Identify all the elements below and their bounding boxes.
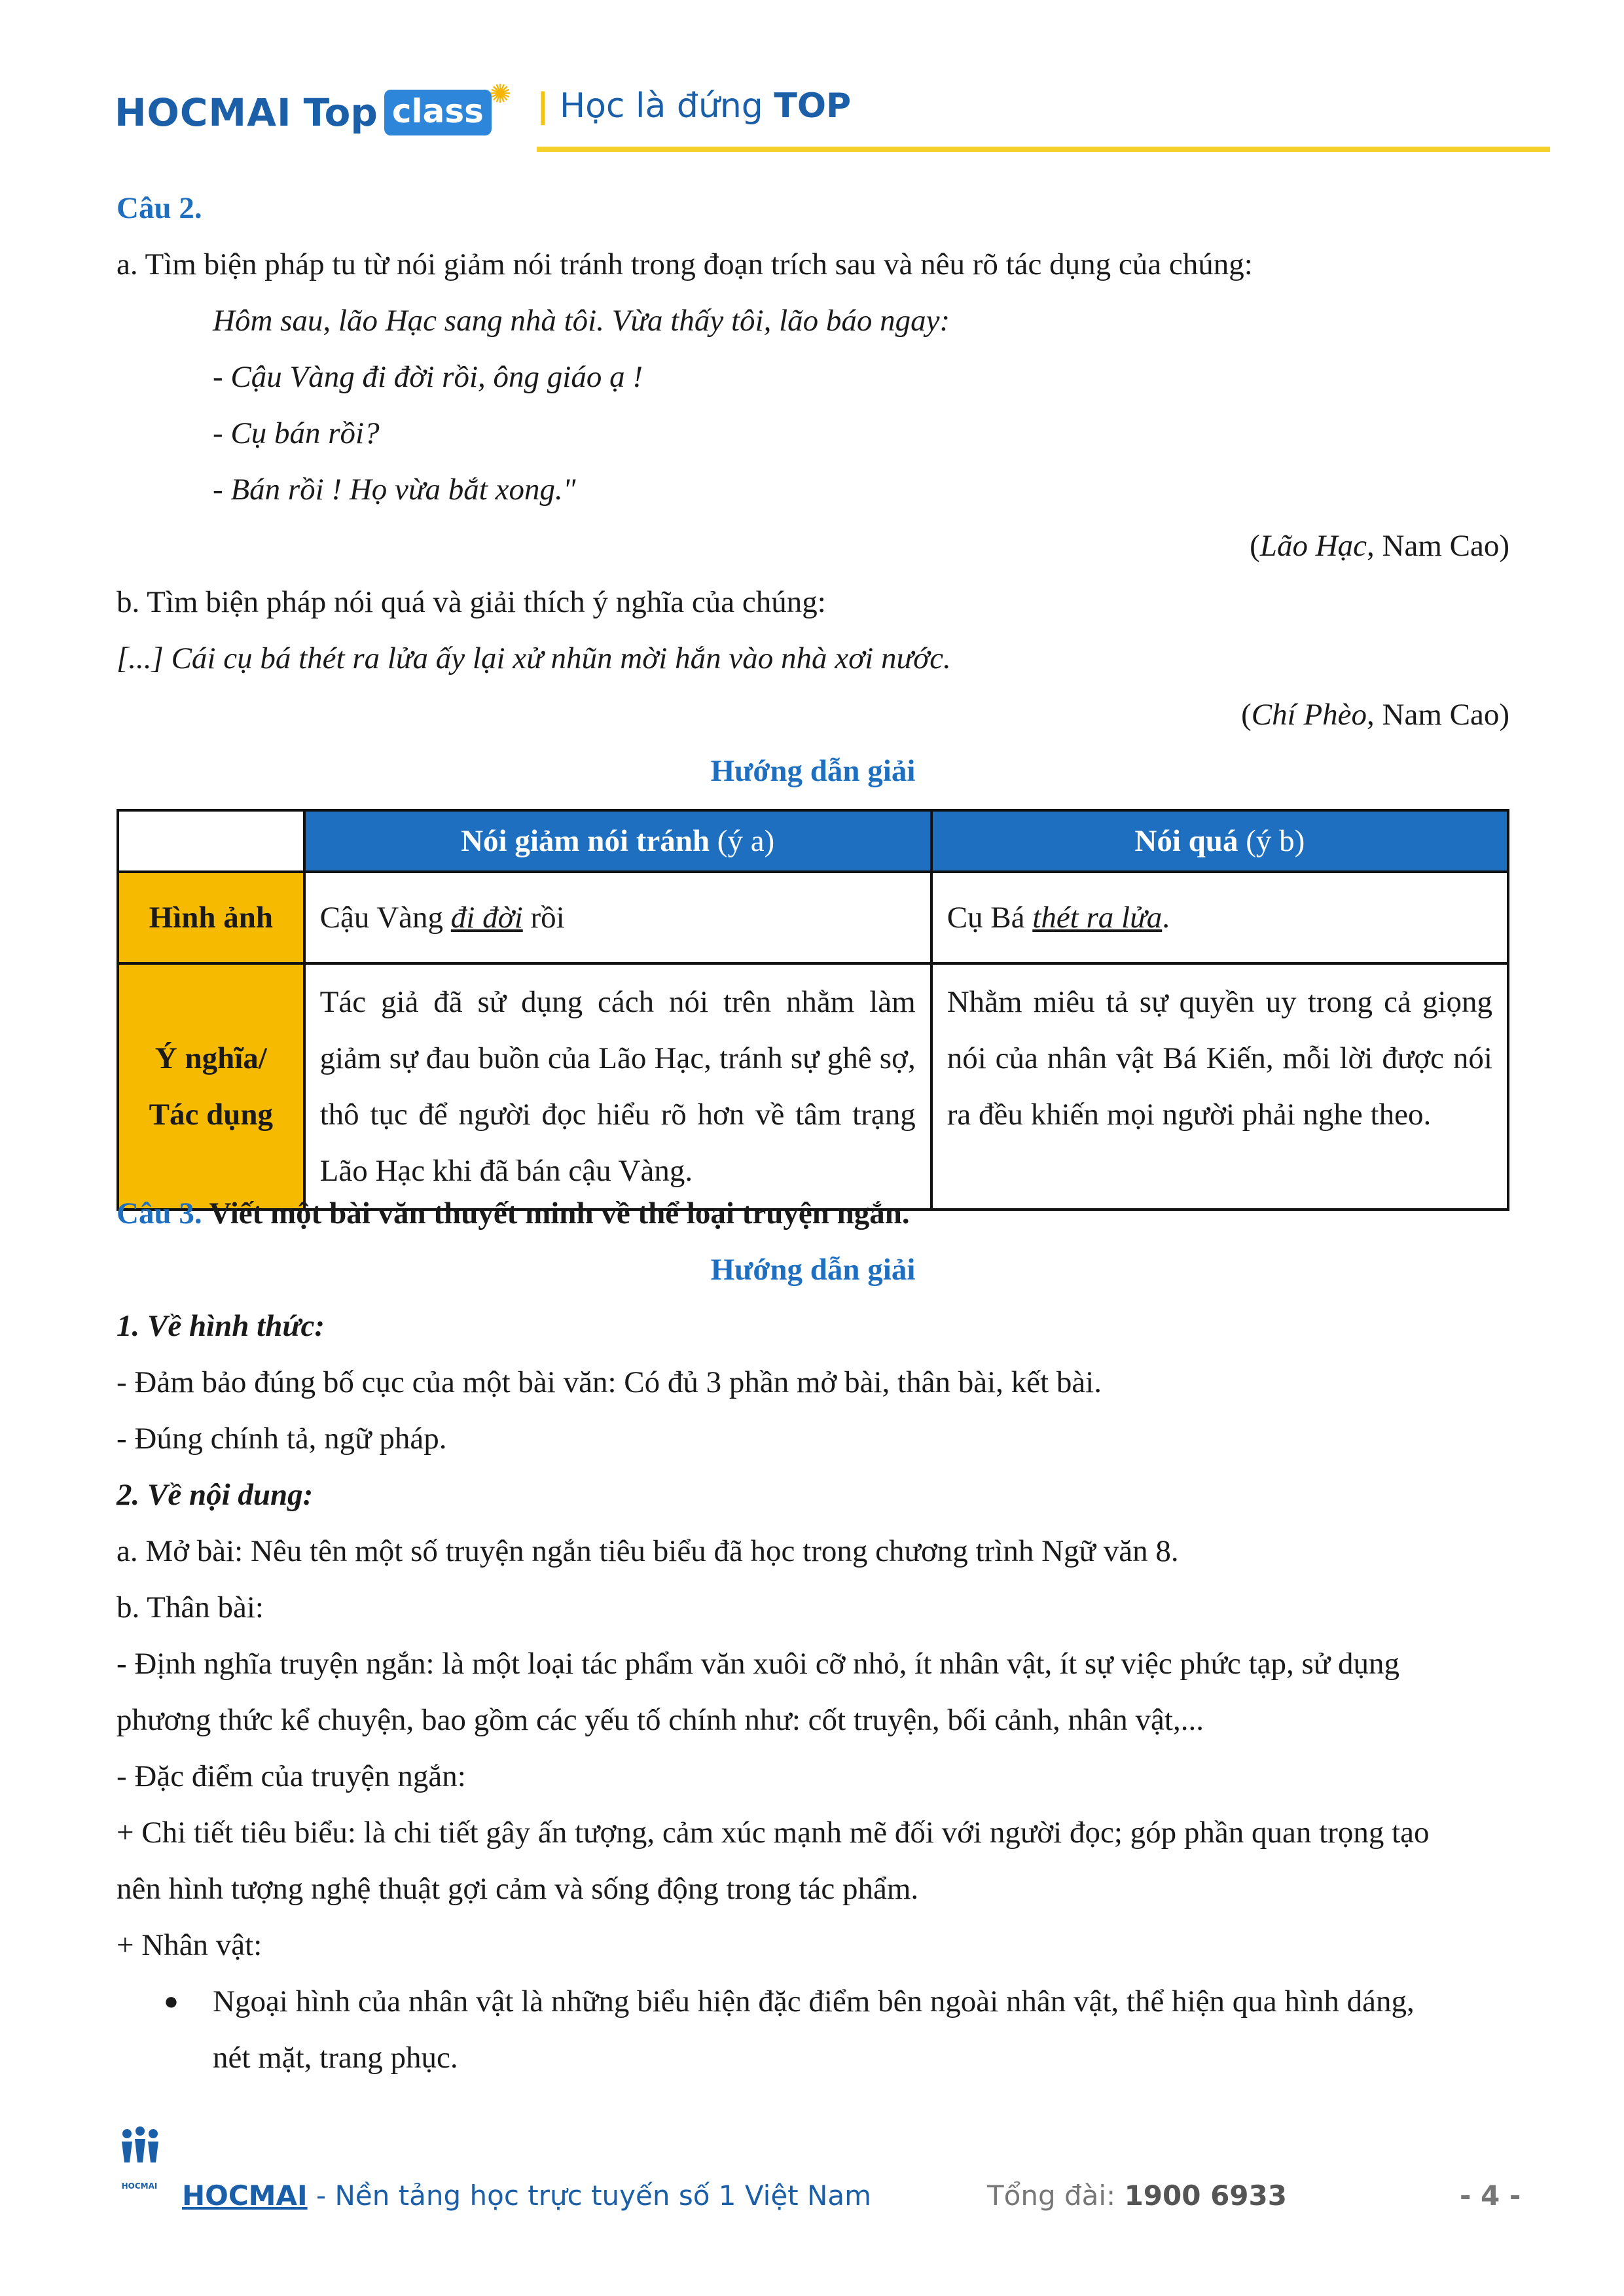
content-line: phương thức kể chuyện, bao gồm các yếu tố chính như: cốt truyện, bối cảnh, nhân vật,... — [117, 1703, 1204, 1737]
header-rule — [537, 147, 1550, 152]
q2-title: Câu 2. — [117, 191, 202, 225]
hocmai-people-icon — [117, 2126, 162, 2178]
q2-b-prompt: b. Tìm biện pháp nói quá và giải thích ý nghĩa của chúng: — [117, 585, 826, 619]
table-header-row — [118, 810, 1508, 872]
hocmai-topclass-logo — [115, 79, 511, 145]
header-tagline — [537, 86, 851, 126]
q2-a-source — [117, 528, 1509, 564]
footer-text — [182, 2179, 871, 2212]
cell-text: Cụ Bá — [947, 901, 1033, 935]
logo-hocmai-text: HOCMAI — [115, 90, 292, 135]
q2-excerpt-line: - Bán rồi ! Họ vừa bắt xong." — [213, 473, 576, 507]
source-title: Chí Phèo — [1251, 698, 1367, 732]
source-open: ( — [1250, 529, 1260, 563]
table-row — [118, 963, 1508, 1210]
content-line: + Chi tiết tiêu biểu: là chi tiết gây ấn tượng, cảm xúc mạnh mẽ đối với người đọc; góp phần quan trọng tạo — [117, 1816, 1430, 1850]
tagline-prefix: Học là đứng — [560, 86, 774, 126]
cell-emphasis: đi đời — [450, 901, 523, 935]
content-line: + Nhân vật: — [117, 1928, 262, 1962]
col-header-note: (ý a) — [710, 824, 775, 858]
table-col-header — [304, 810, 931, 872]
table-col-header — [931, 810, 1508, 872]
q2-b-excerpt: [...] Cái cụ bá thét ra lửa ấy lại xử nhũn mời hắn vào nhà xơi nước. — [117, 641, 951, 675]
footer-logo-caption: HOCMAI — [121, 2181, 158, 2191]
content-heading: 2. Về nội dung: — [117, 1478, 314, 1512]
bullet-line: Ngoại hình của nhân vật là những biểu hiện đặc điểm bên ngoài nhân vật, thể hiện qua hình dáng, — [213, 1984, 1415, 2018]
bullet-line: nét mặt, trang phục. — [213, 2041, 458, 2075]
form-item: - Đảm bảo đúng bố cục của một bài văn: Có đủ 3 phần mở bài, thân bài, kết bài. — [117, 1365, 1102, 1399]
table-cell — [304, 872, 931, 963]
bullet-icon: ● — [164, 1988, 179, 2015]
content-line: b. Thân bài: — [117, 1590, 264, 1624]
footer-hotline — [987, 2179, 1287, 2212]
table-row — [118, 872, 1508, 963]
q3-prompt: Viết một bài văn thuyết minh về thể loại truyện ngắn. — [202, 1196, 910, 1230]
q2-guide-title: Hướng dẫn giải — [710, 754, 916, 788]
row-header-image: Hình ảnh — [118, 872, 304, 963]
logo-class-badge — [384, 79, 511, 135]
tagline-bold: TOP — [774, 86, 852, 126]
form-item: - Đúng chính tả, ngữ pháp. — [117, 1422, 447, 1456]
hotline-label: Tổng đài: — [987, 2179, 1125, 2212]
hotline-number: 1900 6933 — [1124, 2179, 1287, 2212]
source-rest: , Nam Cao) — [1367, 529, 1509, 563]
q3-title: Câu 3. — [117, 1196, 202, 1230]
logo-top-text: Top — [303, 90, 378, 135]
q2-excerpt-line: - Cậu Vàng đi đời rồi, ông giáo ạ ! — [213, 360, 643, 394]
q2-a-prompt: a. Tìm biện pháp tu từ nói giảm nói tránh trong đoạn trích sau và nêu rõ tác dụng của chúng: — [117, 247, 1253, 281]
content-line: nên hình tượng nghệ thuật gợi cảm và sống động trong tác phẩm. — [117, 1872, 919, 1906]
col-header-bold: Nói giảm nói tránh — [461, 824, 710, 858]
col-header-note: (ý b) — [1238, 824, 1305, 858]
table-corner-cell — [118, 810, 304, 872]
col-header-bold: Nói quá — [1134, 824, 1238, 858]
cell-text: . — [1162, 901, 1170, 935]
row-header-line: Tác dụng — [149, 1098, 273, 1132]
table-cell: Tác giả đã sử dụng cách nói trên nhằm làm giảm sự đau buồn của Lão Hạc, tránh sự ghê sợ, thô tục để người đọc hiểu rõ hơn về tâm trạng Lão Hạc khi đã bán cậu Vàng. — [304, 963, 931, 1210]
table-cell: Nhằm miêu tả sự quyền uy trong cả giọng nói của nhân vật Bá Kiến, mỗi lời được nói ra đều khiến mọi người phải nghe theo. — [931, 963, 1508, 1210]
footer-brand-link[interactable]: HOCMAI — [182, 2179, 308, 2212]
answer-table — [117, 809, 1509, 1211]
q3-heading — [117, 1195, 910, 1232]
q3-guide-title: Hướng dẫn giải — [710, 1253, 916, 1287]
content-line: - Định nghĩa truyện ngắn: là một loại tác phẩm văn xuôi cỡ nhỏ, ít nhân vật, ít sự việc phức tạp, sử dụng — [117, 1647, 1399, 1681]
row-header-line: Ý nghĩa/ — [154, 1041, 267, 1075]
footer-slogan: - Nền tảng học trực tuyến số 1 Việt Nam — [307, 2179, 872, 2212]
cell-text: Cậu Vàng — [319, 901, 451, 935]
source-rest: , Nam Cao) — [1367, 698, 1509, 732]
cell-emphasis: thét ra lửa — [1032, 901, 1163, 935]
footer-logo — [117, 2126, 162, 2191]
logo-class-text: class — [391, 92, 484, 130]
row-header-meaning — [118, 963, 304, 1210]
q2-excerpt-line: - Cụ bán rồi? — [213, 416, 380, 450]
form-heading: 1. Về hình thức: — [117, 1309, 325, 1343]
tagline-divider: | — [537, 86, 549, 126]
page-number: - 4 - — [1460, 2179, 1521, 2212]
content-line: - Đặc điểm của truyện ngắn: — [117, 1759, 466, 1793]
sun-icon: ✺ — [489, 79, 511, 109]
source-title: Lão Hạc — [1259, 529, 1367, 563]
q2-excerpt-line: Hôm sau, lão Hạc sang nhà tôi. Vừa thấy tôi, lão báo ngay: — [213, 304, 950, 338]
cell-text: rồi — [522, 901, 565, 935]
content-line: a. Mở bài: Nêu tên một số truyện ngắn tiêu biểu đã học trong chương trình Ngữ văn 8. — [117, 1534, 1179, 1568]
q2-b-source — [117, 696, 1509, 733]
table-cell — [931, 872, 1508, 963]
source-open: ( — [1241, 698, 1252, 732]
